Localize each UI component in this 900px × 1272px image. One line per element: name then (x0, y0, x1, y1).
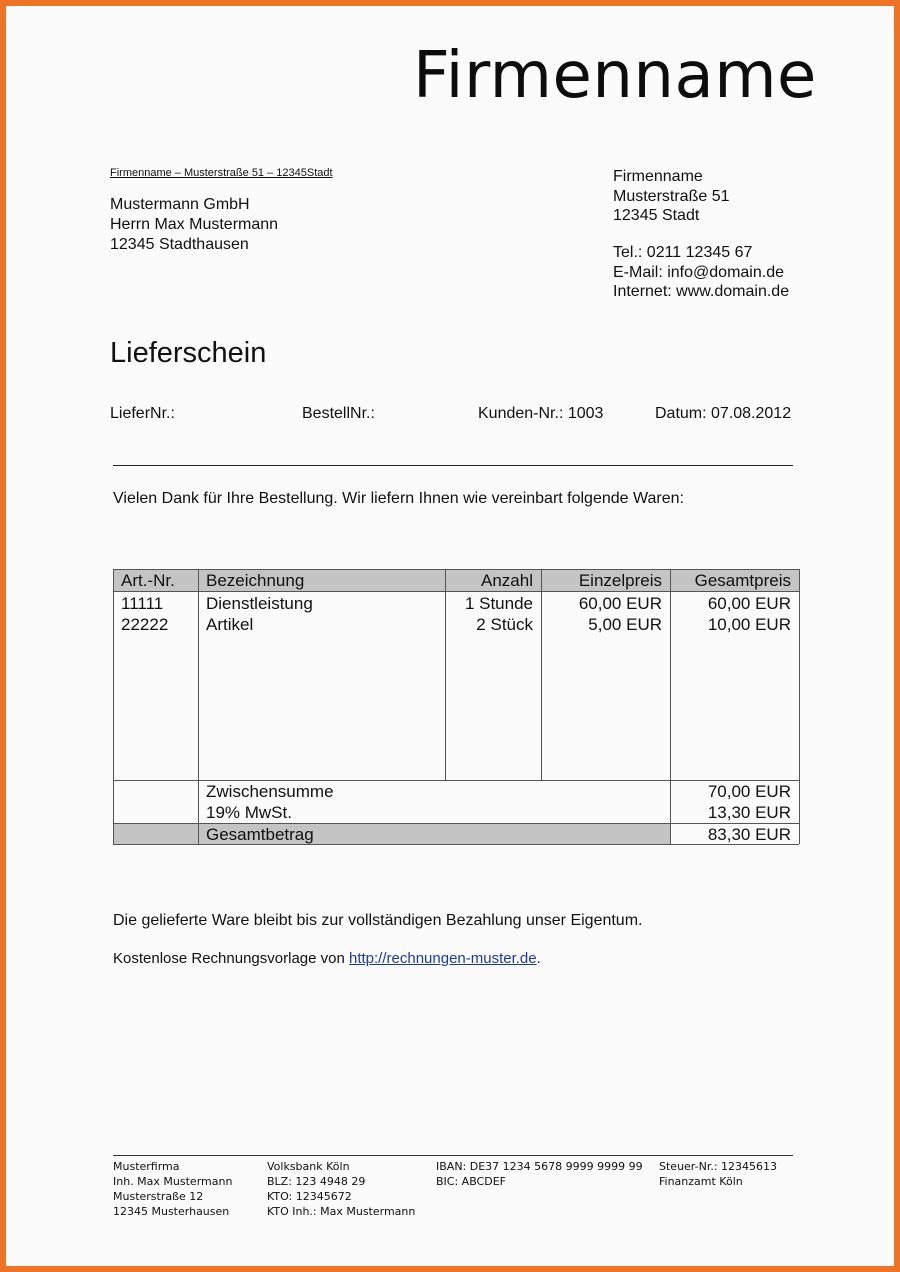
recipient-line: Mustermann GmbH (110, 196, 250, 213)
footer-line: Musterstraße 12 (113, 1190, 204, 1203)
sender-line: Firmenname – Musterstraße 51 – 12345Stadt (110, 167, 333, 179)
table-cell-quantity: 2 Stück (476, 615, 533, 634)
footer-tax (659, 1159, 777, 1189)
footer-line: IBAN: DE37 1234 5678 9999 9999 99 (436, 1160, 643, 1173)
company-title: Firmenname (413, 39, 817, 113)
company-address (613, 167, 729, 226)
table-cell-unit-price: 5,00 EUR (588, 615, 662, 634)
template-credit-suffix: . (536, 950, 541, 967)
footer-line: KTO: 12345672 (267, 1190, 352, 1203)
recipient-line: Herrn Max Mustermann (110, 216, 279, 233)
total-value: 83,30 EUR (707, 825, 791, 844)
contact-email: E-Mail: info@domain.de (613, 263, 784, 281)
table-cell-description: Dienstleistung (206, 594, 313, 613)
footer-line: BIC: ABCDEF (436, 1175, 506, 1188)
footer-line: Steuer-Nr.: 12345613 (659, 1160, 778, 1173)
table-border (799, 569, 800, 844)
column-header: Gesamtpreis (670, 569, 799, 591)
footer-bank (267, 1159, 415, 1219)
customer-number: Kunden-Nr.: 1003 (478, 405, 604, 422)
company-address-line: Firmenname (613, 168, 703, 185)
document-title: Lieferschein (110, 337, 267, 369)
table-border (113, 569, 799, 570)
recipient-address (110, 195, 278, 255)
document-date: Datum: 07.08.2012 (655, 405, 792, 422)
table-border (113, 569, 114, 844)
template-credit (113, 949, 541, 969)
table-cell-description: Artikel (206, 615, 254, 634)
table-border (541, 569, 542, 780)
divider (113, 465, 793, 466)
intro-text: Vielen Dank für Ihre Bestellung. Wir liefern Ihnen wie vereinbart folgende Waren: (113, 490, 684, 507)
retention-of-title-note: Die gelieferte Ware bleibt bis zur vollständigen Bezahlung unser Eigentum. (113, 912, 643, 929)
footer-line: Inh. Max Mustermann (113, 1175, 233, 1188)
table-border (670, 569, 671, 844)
table-cell-total-price: 10,00 EUR (707, 615, 791, 634)
company-address-line: Musterstraße 51 (613, 187, 730, 205)
table-cell-quantity: 1 Stunde (464, 594, 533, 613)
table-border (113, 823, 799, 824)
table-border (113, 591, 799, 592)
footer-line: Finanzamt Köln (659, 1175, 743, 1188)
tax-value: 13,30 EUR (707, 803, 791, 822)
footer-line: Volksbank Köln (267, 1160, 350, 1173)
footer-line: KTO Inh.: Max Mustermann (267, 1205, 416, 1218)
table-border (113, 780, 799, 781)
table-cell-unit-price: 60,00 EUR (578, 594, 662, 613)
items-table (113, 569, 799, 844)
template-credit-link[interactable]: http://rechnungen-muster.de (349, 950, 537, 967)
footer-line: 12345 Musterhausen (113, 1205, 230, 1218)
company-contact (613, 243, 789, 302)
column-header: Einzelpreis (541, 569, 670, 591)
tax-label: 19% MwSt. (206, 803, 292, 822)
footer-line: Musterfirma (113, 1160, 180, 1173)
table-border (113, 844, 799, 845)
total-row-fill (113, 823, 670, 844)
delivery-number: LieferNr.: (110, 405, 175, 422)
table-cell-total-price: 60,00 EUR (707, 594, 791, 613)
table-border (198, 569, 199, 844)
footer-iban (436, 1159, 643, 1189)
table-cell-art-nr: 11111 (121, 594, 164, 613)
footer-company (113, 1159, 232, 1219)
table-border (445, 569, 446, 780)
company-address-line: 12345 Stadt (613, 207, 700, 224)
column-header: Bezeichnung (198, 569, 445, 591)
column-header: Art.-Nr. (113, 569, 198, 591)
footer-line: BLZ: 123 4948 29 (267, 1175, 366, 1188)
total-label: Gesamtbetrag (206, 825, 314, 844)
contact-phone: Tel.: 0211 12345 67 (613, 244, 753, 261)
footer-divider (113, 1155, 793, 1156)
subtotal-value: 70,00 EUR (707, 782, 791, 801)
recipient-line: 12345 Stadthausen (110, 236, 249, 253)
column-header: Anzahl (445, 569, 541, 591)
contact-website: Internet: www.domain.de (613, 283, 790, 300)
template-credit-text: Kostenlose Rechnungsvorlage von (113, 950, 349, 967)
table-cell-art-nr: 22222 (121, 615, 169, 634)
subtotal-label: Zwischensumme (206, 782, 334, 801)
order-number: BestellNr.: (302, 405, 375, 422)
